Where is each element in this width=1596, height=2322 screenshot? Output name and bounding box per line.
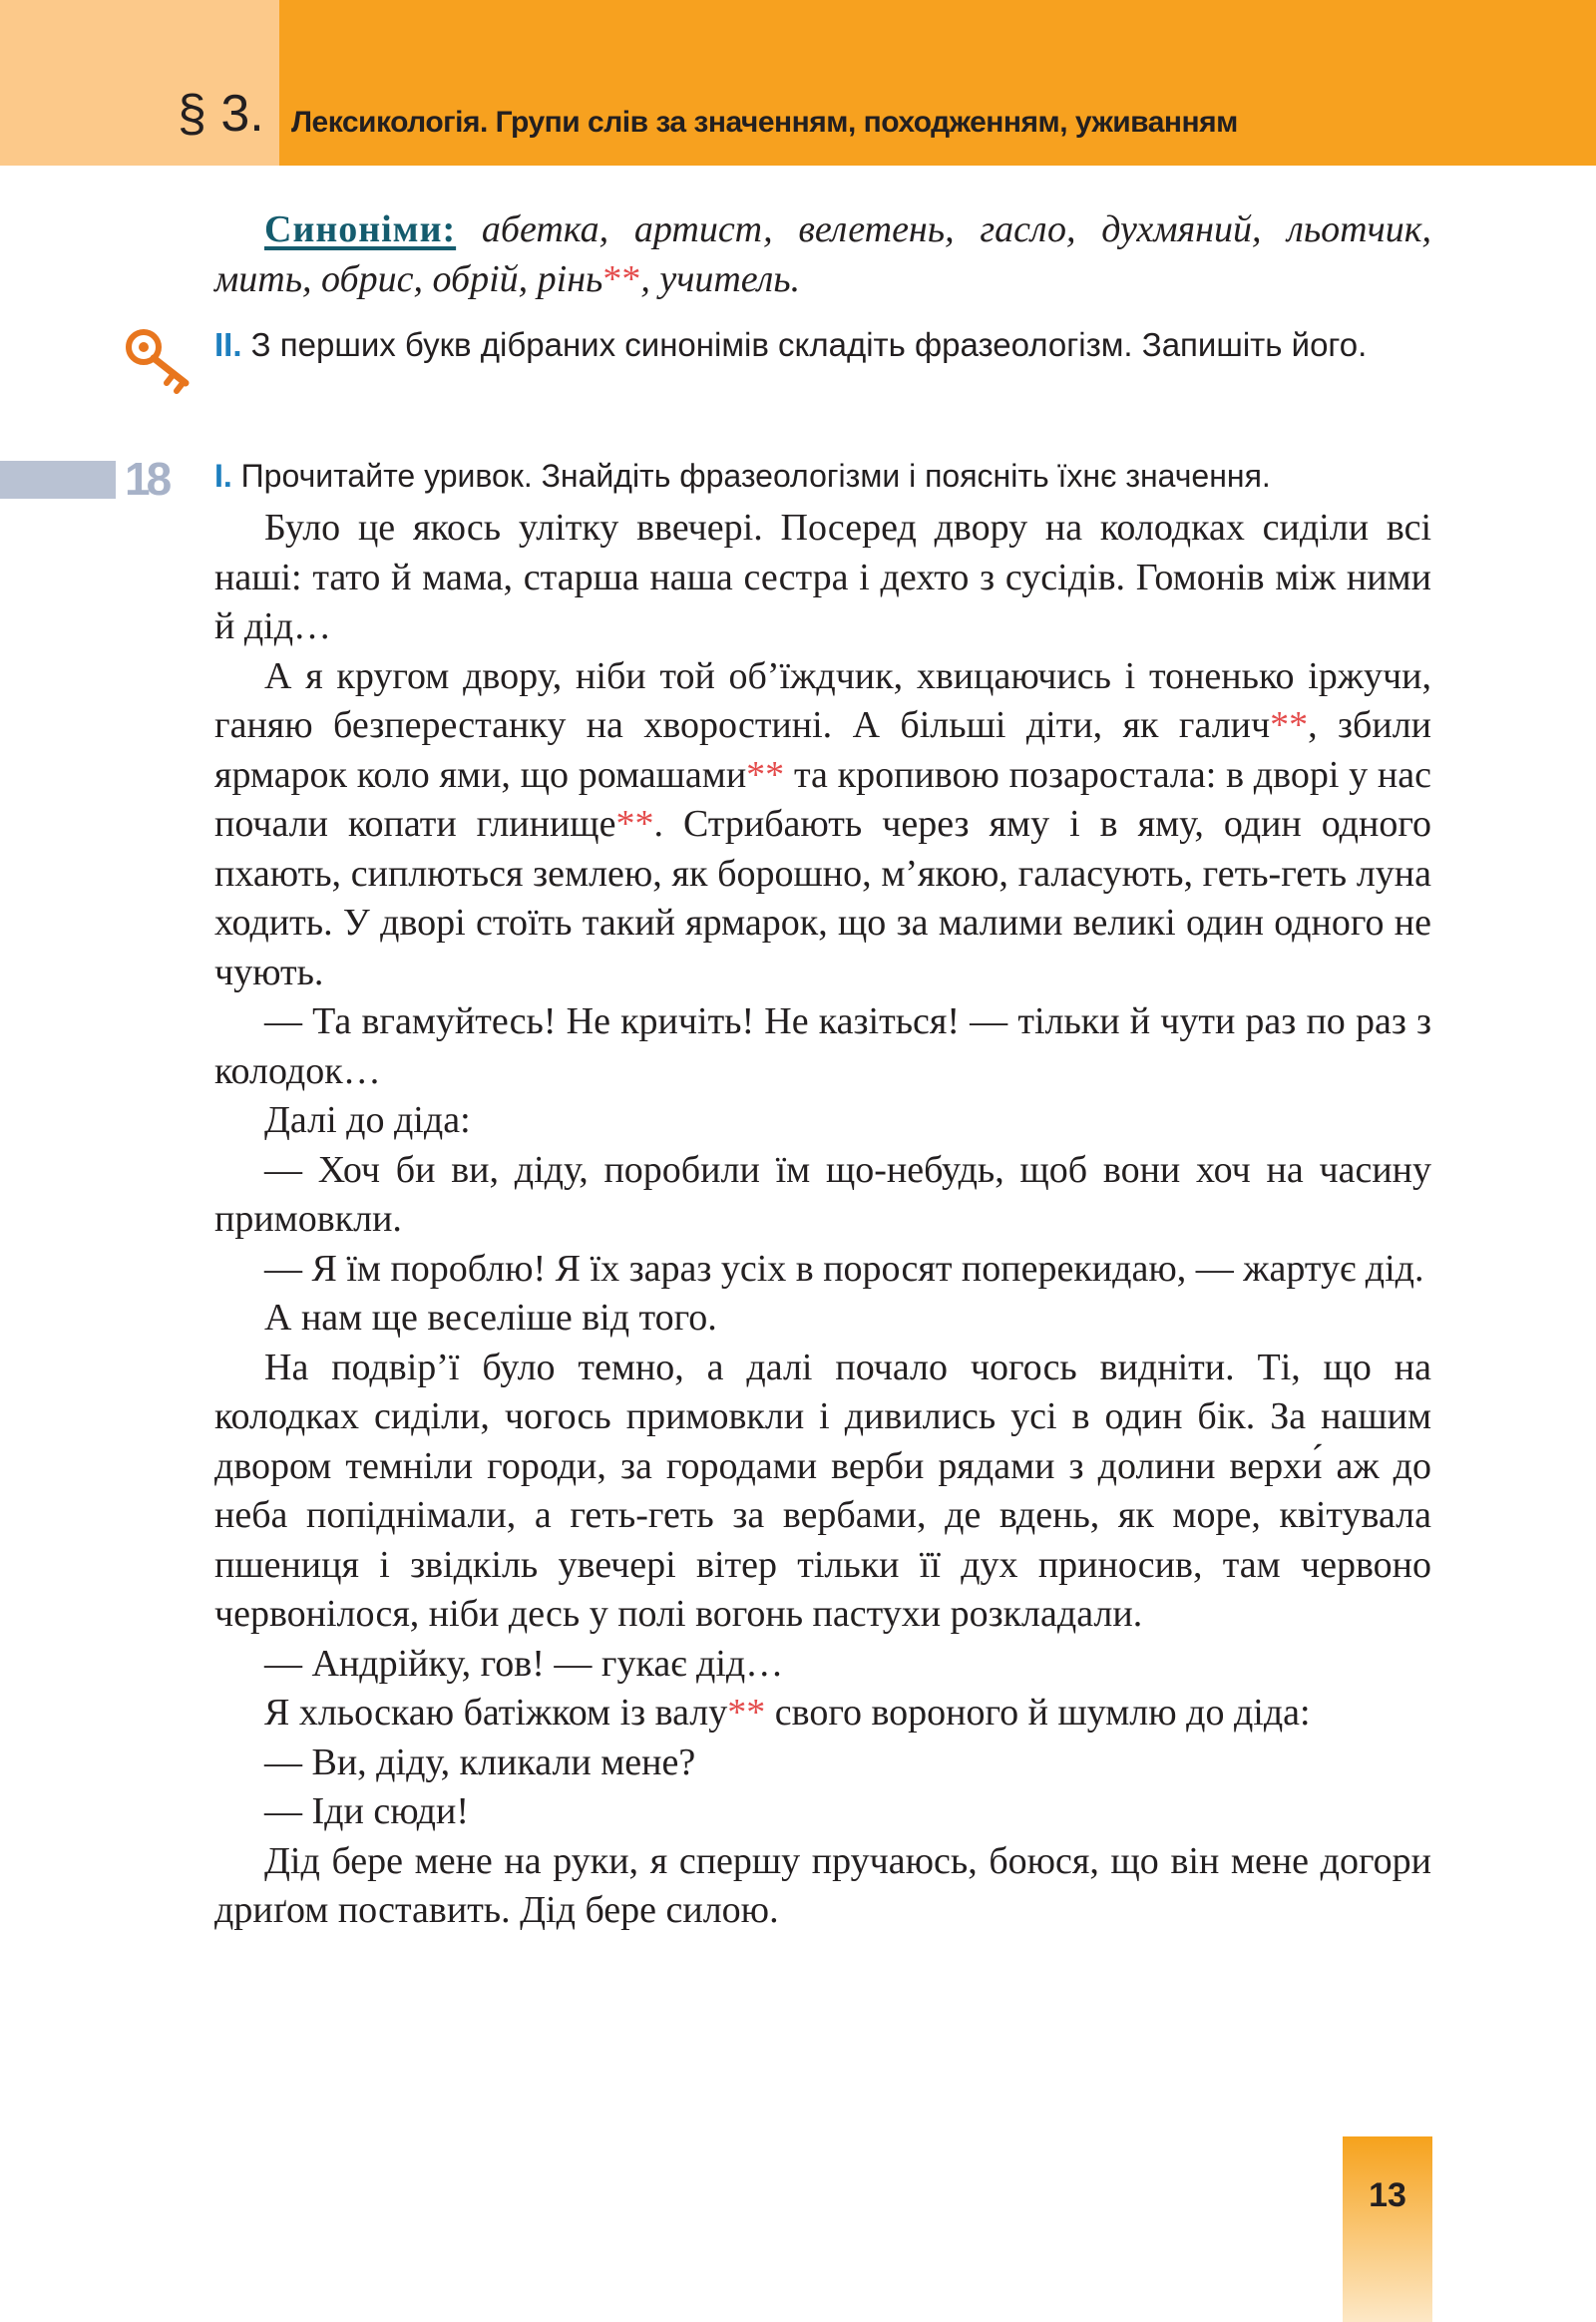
header-bar [279, 0, 1596, 166]
passage-paragraph-8: На подвір’ї було темно, а далі почало чогось видніти. Ті, що на колодках сиділи, чогось примовкли і дивились усі в один бік. За нашим двором темніли городи, за городами верби рядами з долини верхи́ аж до неба попіднімали, а геть-геть за вербами, де вдень, як море, квітувала пшениця і звідкіль увечері вітер тільки її дух приносив, там червоно червонілося, ніби десь у полі вогонь пастухи розкладали. [214, 1346, 1431, 1635]
passage-paragraph-10 [214, 1689, 1431, 1739]
passage-paragraph-13: Дід бере мене на руки, я спершу пручаюсь, боюся, що він мене догори дриґом поставить. Дід бере силою. [214, 1839, 1431, 1931]
passage-text: свого вороного й шумлю до діда: [765, 1692, 1311, 1734]
passage-paragraph-9: — Андрійку, гов! — гукає дід… [264, 1642, 784, 1685]
synonyms-label: Синоніми: [264, 208, 457, 250]
passage-paragraph-3: — Та вгамуйтесь! Не кричіть! Не казіться! — тільки й чути раз по раз з колодок… [214, 1000, 1431, 1092]
passage-paragraph-5: — Хоч би ви, діду, поробили їм що-небудь, щоб вони хоч на часину примовкли. [214, 1148, 1431, 1240]
footnote-star: ** [602, 257, 641, 300]
passage-text: А я кругом двору, ніби той об’їждчик, хвицаючись і тоненько іржучи, ганяю безперестанку на хворостині. А більші діти, як галич [214, 654, 1431, 746]
exercise-number-bar [0, 461, 116, 499]
exercise-number: 18 [125, 453, 169, 505]
passage-paragraph-1: Було це якось улітку ввечері. Посеред двору на колодках сиділи всі наші: тато й мама, старша наша сестра і дехто з сусідів. Гомонів між ними й дід… [214, 507, 1431, 647]
passage-paragraph-12: — Іди сюди! [264, 1790, 469, 1832]
passage-paragraph-4: Далі до діда: [264, 1099, 471, 1141]
synonyms-words-end: , учитель. [640, 257, 801, 300]
task-ii [214, 321, 1431, 369]
footnote-star: ** [1270, 704, 1309, 746]
key-icon [124, 325, 203, 395]
passage-paragraph-2 [214, 652, 1431, 998]
synonyms-block [214, 205, 1431, 304]
synonyms-words: абетка, артист, велетень, гасло, духмяний, льотчик, мить, обрис, обрій, рінь [214, 208, 1431, 300]
section-title: Лексикологія. Групи слів за значенням, походженням, уживанням [291, 106, 1238, 139]
task-ii-number: II. [214, 326, 242, 363]
exercise-task-number: I. [214, 458, 232, 494]
exercise-task-line [214, 452, 1431, 500]
task-ii-text: З перших букв дібраних синонімів складіть фразеологізм. Запишіть його. [241, 326, 1368, 363]
section-number: § 3. [178, 85, 264, 143]
passage-text: Я хльоскаю батіжком із валу [264, 1692, 728, 1734]
task-ii-text-block [214, 321, 1431, 369]
synonyms-paragraph [214, 205, 1431, 304]
passage-paragraph-6: — Я їм пороблю! Я їх зараз усіх в поросят поперекидаю, — жартує дід. [264, 1247, 1424, 1290]
passage-text: та кропивою позаростала: в дворі у нас почали копати глинище [214, 753, 1431, 845]
exercise-task [214, 452, 1431, 500]
passage-paragraph-7: А нам ще веселіше від того. [264, 1297, 717, 1339]
footnote-star: ** [746, 753, 785, 796]
passage-text: , збили ярмарок коло ями, що ромашами [214, 704, 1431, 796]
passage-paragraph-11: — Ви, діду, кликали мене? [264, 1741, 696, 1783]
reading-passage [214, 504, 1431, 1936]
page-number-bar [1343, 2136, 1432, 2322]
passage-text: . Стрибають через яму і в яму, один одного пхають, сиплються землею, як борошно, м’якою, галасують, геть-геть луна ходить. У дворі стоїть такий ярмарок, що за малими великі один одного не чують. [214, 803, 1431, 993]
exercise-task-text: Прочитайте уривок. Знайдіть фразеологізми і поясніть їхнє значення. [231, 458, 1271, 494]
footnote-star: ** [727, 1692, 766, 1734]
page-number: 13 [1369, 2176, 1406, 2214]
footnote-star: ** [615, 803, 654, 845]
